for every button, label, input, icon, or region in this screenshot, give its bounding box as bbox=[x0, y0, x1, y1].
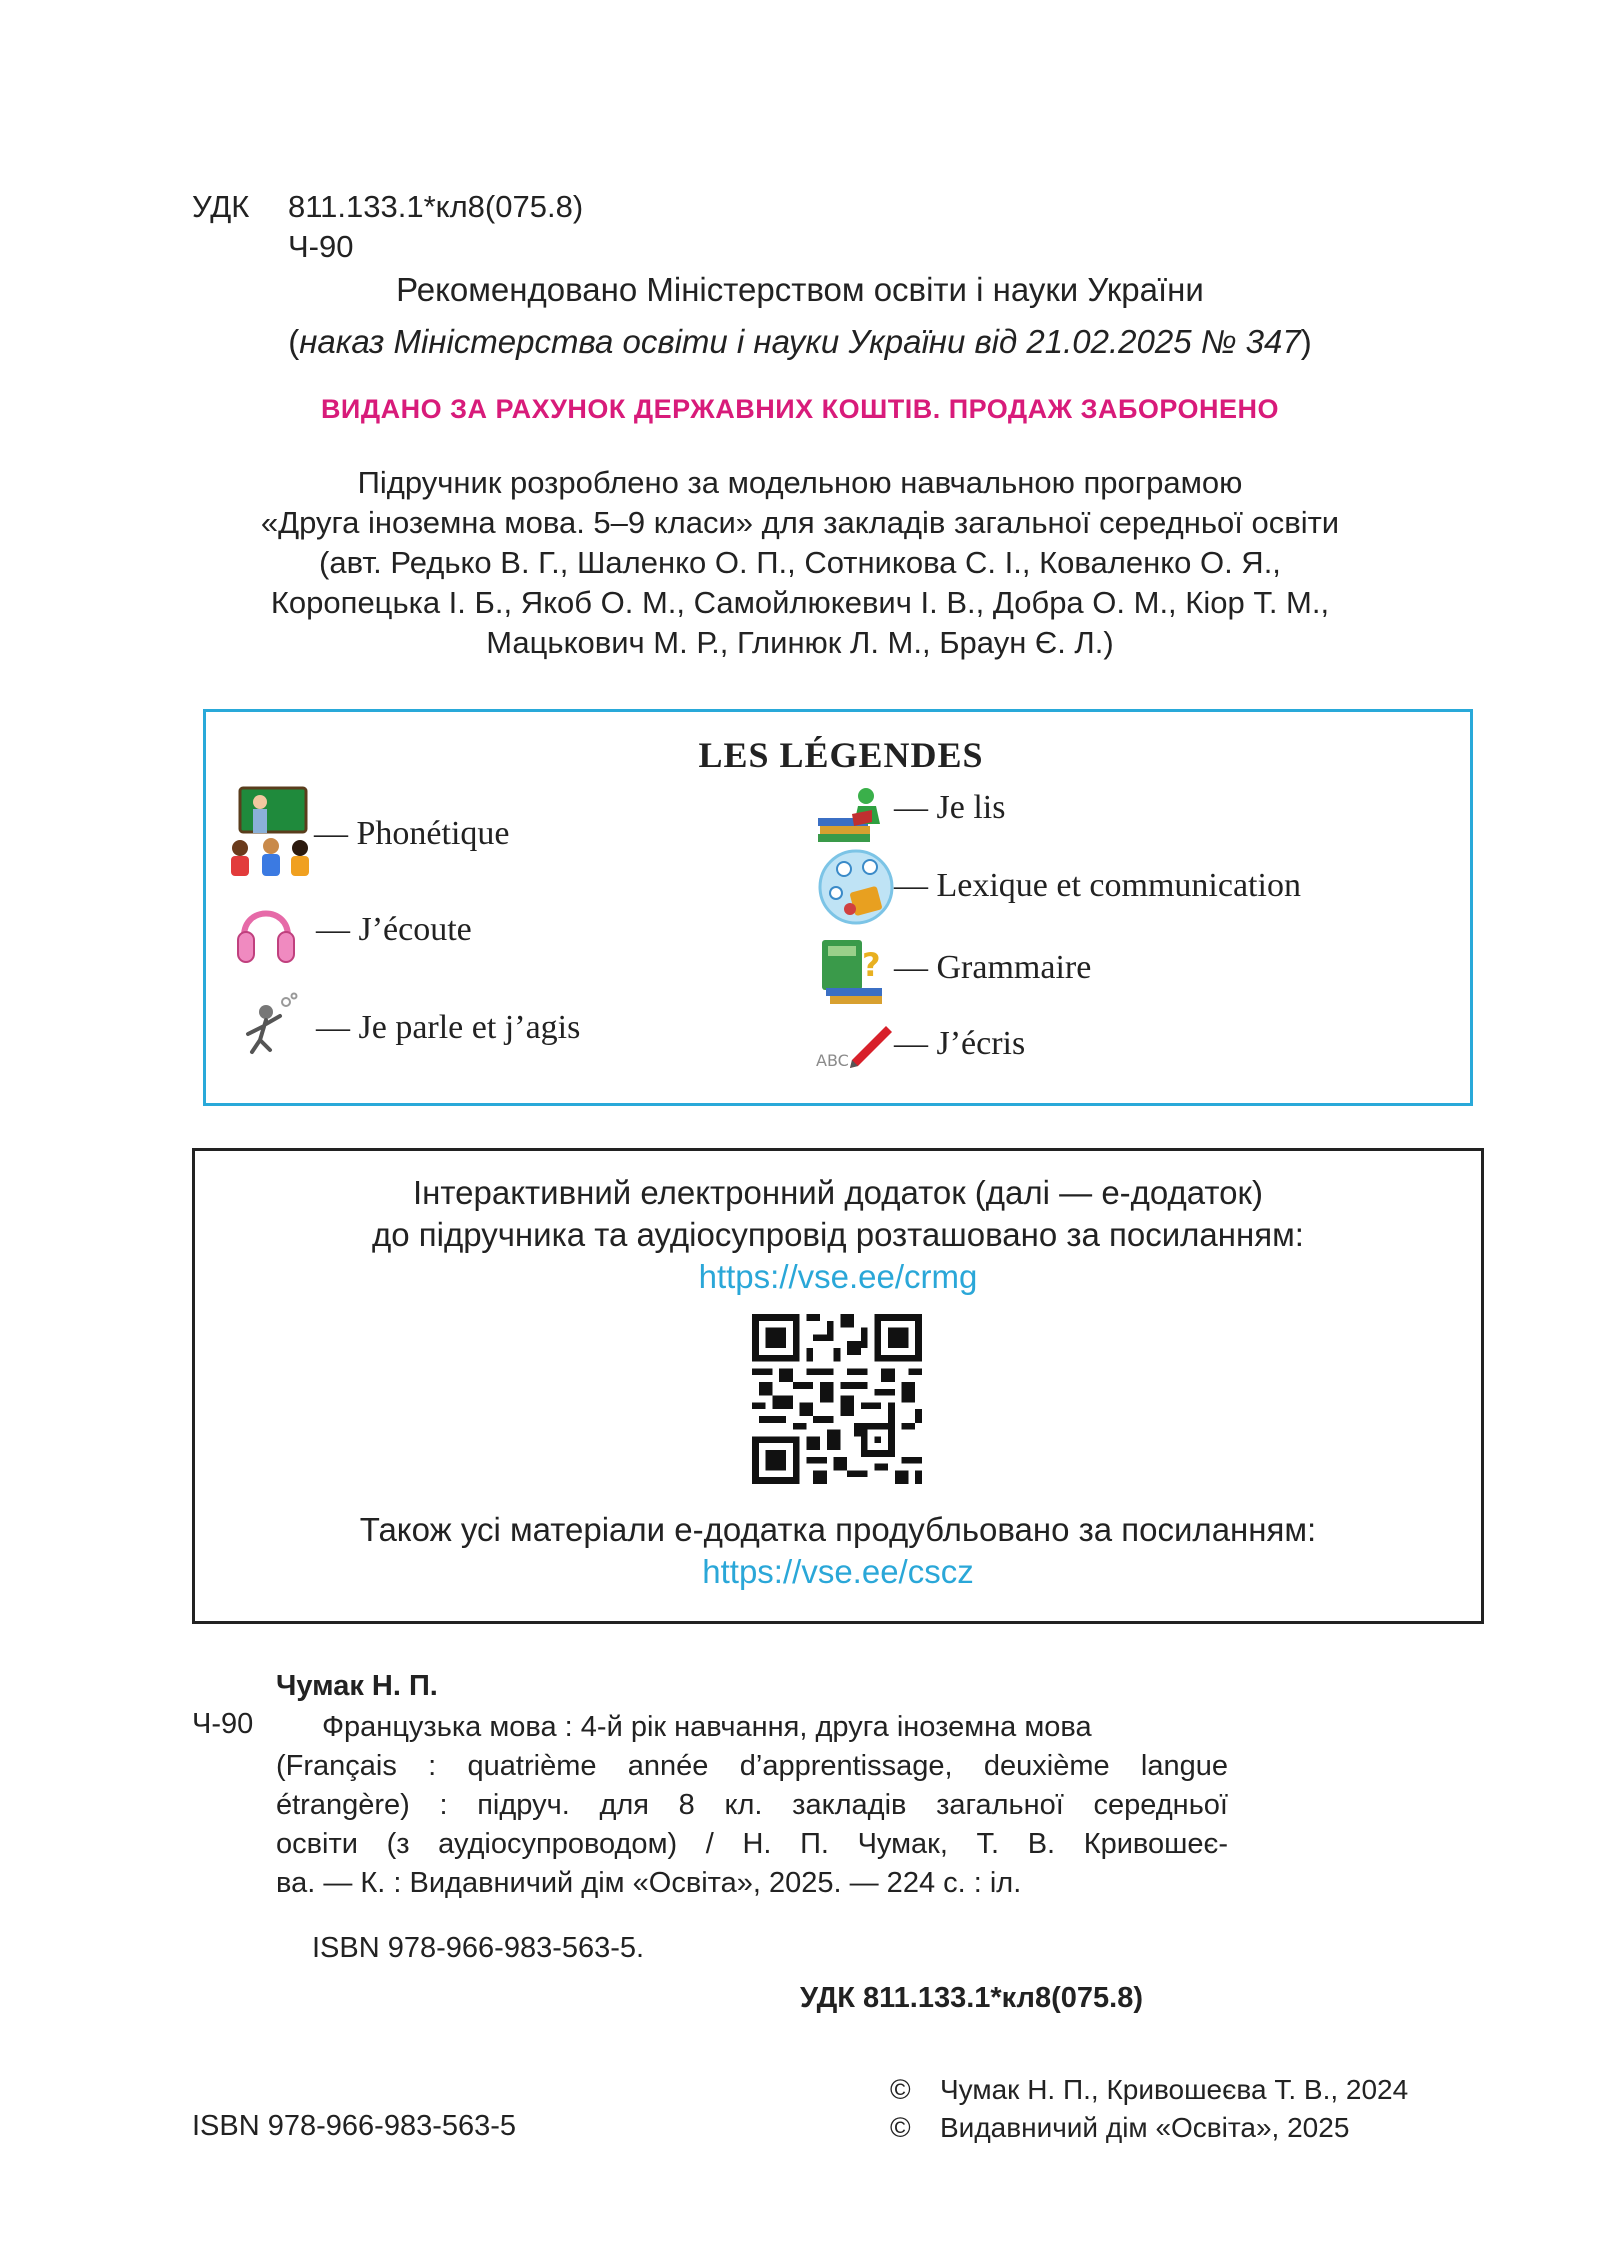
order-text: наказ Міністерства освіти і науки України від 21.02.2025 № 347 bbox=[299, 323, 1301, 360]
udk-code: 811.133.1*кл8(075.8) bbox=[288, 189, 584, 224]
order-open-paren: ( bbox=[288, 323, 300, 360]
teacher-board-icon bbox=[226, 784, 316, 880]
abc-pencil-icon bbox=[814, 1012, 894, 1072]
legend-label-phonetique: — Phonétique bbox=[314, 815, 510, 852]
legend-label-jecoute: — J’écoute bbox=[316, 911, 472, 948]
digital-supplement-box bbox=[192, 1148, 1484, 1624]
bibliographic-description bbox=[276, 1708, 1228, 1903]
copyright-text: Видавничий дім «Освіта», 2025 bbox=[940, 2112, 1350, 2143]
cutter-number-bib: Ч-90 bbox=[192, 1708, 254, 1740]
legend-box bbox=[203, 709, 1473, 1106]
svg-text:?: ? bbox=[862, 946, 881, 984]
copyright-symbol: © bbox=[890, 2074, 911, 2105]
info-line-2: до підручника та аудіосупровід розташовано за посиланням: bbox=[372, 1216, 1304, 1253]
copyright-publisher bbox=[890, 2112, 1349, 2144]
author-name: Чумак Н. П. bbox=[276, 1670, 438, 1702]
info-line-1: Інтерактивний електронний додаток (далі — е-додаток) bbox=[413, 1174, 1263, 1211]
headphones-icon bbox=[236, 892, 296, 970]
globe-communication-icon bbox=[816, 847, 896, 927]
svg-text:ABC: ABC bbox=[816, 1051, 849, 1070]
legend-label-jelis: — Je lis bbox=[894, 789, 1006, 826]
link-crmg[interactable]: https://vse.ee/crmg bbox=[698, 1258, 978, 1295]
udk-bottom: УДК 811.133.1*кл8(075.8) bbox=[800, 1982, 1143, 2014]
udk-label: УДК bbox=[192, 189, 250, 224]
order-close-paren: ) bbox=[1300, 323, 1312, 360]
isbn-bib: ISBN 978-966-983-563-5. bbox=[312, 1932, 645, 1964]
legend-label-jecris: — J’écris bbox=[894, 1025, 1026, 1062]
cutter-number: Ч-90 bbox=[288, 229, 354, 264]
program-line: (авт. Редько В. Г., Шаленко О. П., Сотникова С. І., Коваленко О. Я., bbox=[319, 545, 1281, 580]
ministry-order bbox=[0, 322, 1600, 362]
program-description bbox=[0, 464, 1600, 664]
program-line: Підручник розроблено за модельною навчальною програмою bbox=[357, 465, 1243, 500]
copyright-symbol: © bbox=[890, 2112, 911, 2143]
info-line-3: Також усі матеріали е-додатка продубльовано за посиланням: bbox=[359, 1511, 1317, 1548]
copyright-authors bbox=[890, 2074, 1408, 2106]
bib-line: освіти (з аудіосупроводом) / Н. П. Чумак, Т. В. Кривошеє- bbox=[276, 1828, 1228, 1860]
link-cscz[interactable]: https://vse.ee/cscz bbox=[702, 1553, 974, 1590]
books-reader-icon bbox=[814, 784, 890, 844]
udk-top bbox=[192, 188, 583, 226]
bib-line: Французька мова : 4-й рік навчання, друга іноземна мова bbox=[322, 1711, 1092, 1743]
program-line: Мацькович М. Р., Глинюк Л. М., Браун Є. Л.) bbox=[486, 625, 1114, 660]
recommendation-text: Рекомендовано Міністерством освіти і науки України bbox=[396, 271, 1204, 308]
bib-line: étrangère) : підруч. для 8 кл. закладів загальної середньої bbox=[276, 1789, 1228, 1821]
state-funded-notice: ВИДАНО ЗА РАХУНОК ДЕРЖАВНИХ КОШТІВ. ПРОДАЖ ЗАБОРОНЕНО bbox=[320, 394, 1280, 424]
isbn-bottom: ISBN 978-966-983-563-5 bbox=[192, 2110, 517, 2142]
copyright-text: Чумак Н. П., Кривошеєва Т. В., 2024 bbox=[940, 2074, 1409, 2105]
legend-title: LES LÉGENDES bbox=[698, 735, 984, 775]
legend-label-jeparle: — Je parle et j’agis bbox=[316, 1009, 581, 1046]
legend-label-grammaire: — Grammaire bbox=[894, 949, 1092, 986]
legend-label-lexique: — Lexique et communication bbox=[894, 867, 1301, 904]
program-line: «Друга іноземна мова. 5–9 класи» для закладів загальної середньої освіти bbox=[260, 505, 1340, 540]
grammar-book-icon bbox=[818, 932, 890, 1008]
bib-line: (Français : quatrième année d’apprentissage, deuxième langue bbox=[276, 1750, 1228, 1782]
program-line: Коропецька І. Б., Якоб О. М., Самойлюкевич І. В., Добра О. М., Кіор Т. М., bbox=[270, 585, 1330, 620]
qr-code[interactable] bbox=[752, 1314, 922, 1484]
bib-line: ва. — К. : Видавничий дім «Освіта», 2025. — 224 с. : іл. bbox=[276, 1867, 1022, 1899]
speaking-figure-icon bbox=[236, 990, 300, 1060]
